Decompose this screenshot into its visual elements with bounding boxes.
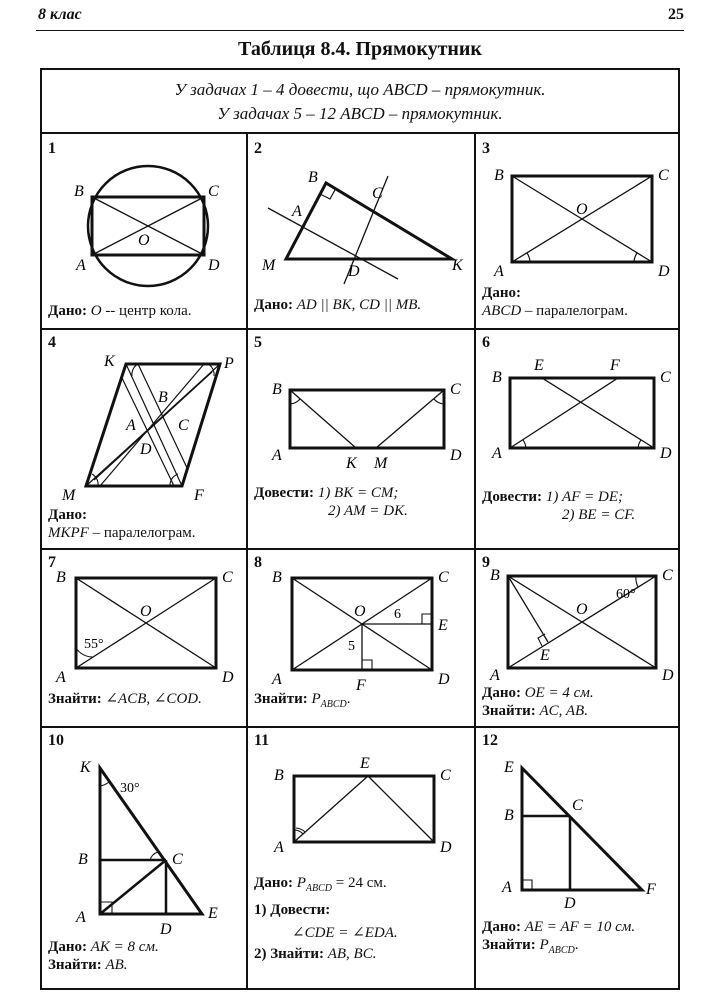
label-C: C xyxy=(662,567,673,584)
label-D: D xyxy=(348,263,360,280)
label-B: B xyxy=(494,167,504,184)
label-B: B xyxy=(272,381,282,398)
label-A: A xyxy=(76,909,86,926)
caption: Дано: MKPF – паралелограм. xyxy=(48,507,196,541)
label-D: D xyxy=(222,669,234,686)
label-A: A xyxy=(56,669,66,686)
label-E: E xyxy=(540,647,550,664)
rectangle xyxy=(510,378,654,448)
problem-number: 5 xyxy=(254,334,262,351)
caption: Довести: 1) AF = DE; 2) BE = CF. xyxy=(482,489,636,523)
label-K: K xyxy=(452,257,463,274)
label-C: C xyxy=(438,569,449,586)
problem-7 xyxy=(42,550,246,726)
label-D: D xyxy=(440,839,452,856)
label-E: E xyxy=(208,905,218,922)
caption: Дано: AE = AF = 10 см. Знайти: $P_{ABCD}$. xyxy=(482,919,636,956)
caption: Довести: 1) BK = CM; 2) AM = DK. xyxy=(254,485,408,519)
label-B: B xyxy=(74,183,84,200)
problem-number: 7 xyxy=(48,554,56,571)
label-E: E xyxy=(360,755,370,772)
problem-3 xyxy=(476,136,678,328)
rectangle xyxy=(294,776,434,842)
problem-number: 4 xyxy=(48,334,56,351)
label-D: D xyxy=(140,441,152,458)
label-A: A xyxy=(292,203,302,220)
caption: Дано: OE = 4 см. Знайти: AC, AB. xyxy=(482,685,594,719)
problem-number: 1 xyxy=(48,140,56,157)
label-B: B xyxy=(272,569,282,586)
label-O: O xyxy=(576,601,588,618)
label-D: D xyxy=(662,667,674,684)
problem-10 xyxy=(42,728,246,988)
label-K: K xyxy=(346,455,357,472)
page-number: 25 xyxy=(668,6,684,23)
label-A: A xyxy=(272,671,282,688)
label-F: F xyxy=(356,677,366,694)
label-M: M xyxy=(374,455,388,472)
label-F: F xyxy=(610,357,620,374)
grade-label: 8 клас xyxy=(38,6,82,23)
label-D: D xyxy=(660,445,672,462)
problem-number: 3 xyxy=(482,140,490,157)
label-D: D xyxy=(208,257,220,274)
label-K: K xyxy=(80,759,91,776)
label-B: B xyxy=(78,851,88,868)
caption: Дано: AD || BK, CD || MB. xyxy=(254,297,422,313)
angle-label: 60° xyxy=(616,587,636,602)
label-K: K xyxy=(104,353,115,370)
label-C: C xyxy=(172,851,183,868)
caption: Знайти: ∠ACB, ∠COD. xyxy=(48,691,202,707)
label-A: A xyxy=(272,447,282,464)
problem-11 xyxy=(248,728,474,988)
caption: Дано: ABCD – паралелограм. xyxy=(482,285,628,319)
label-E: E xyxy=(534,357,544,374)
problem-2 xyxy=(248,136,474,328)
label-B: B xyxy=(504,807,514,824)
label-B: B xyxy=(308,169,318,186)
label-A: A xyxy=(76,257,86,274)
caption: Дано: AK = 8 см. Знайти: AB. xyxy=(48,939,159,973)
problem-5 xyxy=(248,330,474,548)
problem-number: 10 xyxy=(48,732,64,749)
problem-6 xyxy=(476,330,678,548)
label-C: C xyxy=(178,417,189,434)
label-E: E xyxy=(504,759,514,776)
label-C: C xyxy=(208,183,219,200)
length-5: 5 xyxy=(348,639,355,654)
intro-line-2: У задачах 5 – 12 ABCD – прямокутник. xyxy=(217,104,503,123)
rectangle xyxy=(290,390,444,448)
label-A: A xyxy=(494,263,504,280)
label-D: D xyxy=(450,447,462,464)
label-M: M xyxy=(62,487,76,504)
label-F: F xyxy=(646,881,656,898)
label-C: C xyxy=(440,767,451,784)
label-E: E xyxy=(438,617,448,634)
problem-number: 6 xyxy=(482,334,490,351)
label-O: O xyxy=(576,201,588,218)
label-D: D xyxy=(658,263,670,280)
label-C: C xyxy=(222,569,233,586)
triangle xyxy=(100,768,202,914)
label-C: C xyxy=(450,381,461,398)
label-C: C xyxy=(658,167,669,184)
label-B: B xyxy=(490,567,500,584)
label-C: C xyxy=(372,185,383,202)
label-B: B xyxy=(56,569,66,586)
caption: Дано: $P_{ABCD} = 24$ см. 1) Довести: ∠CDE = ∠EDA. 2) Знайти: AB, BC. xyxy=(254,875,398,962)
problem-1 xyxy=(42,136,246,328)
label-O: O xyxy=(140,603,152,620)
label-O: O xyxy=(354,603,366,620)
problem-number: 2 xyxy=(254,140,262,157)
label-B: B xyxy=(274,767,284,784)
problem-number: 8 xyxy=(254,554,262,571)
label-D: D xyxy=(564,895,576,912)
label-A: A xyxy=(492,445,502,462)
problem-12 xyxy=(476,728,678,988)
caption: Дано: O -- центр кола. xyxy=(48,303,192,319)
intro-box xyxy=(42,70,678,134)
label-A: A xyxy=(274,839,284,856)
angle-label: 55° xyxy=(84,637,104,652)
problem-number: 12 xyxy=(482,732,498,749)
length-6: 6 xyxy=(394,607,401,622)
problem-4 xyxy=(42,330,246,548)
label-B: B xyxy=(492,369,502,386)
label-C: C xyxy=(660,369,671,386)
label-A: A xyxy=(126,417,136,434)
label-C: C xyxy=(572,797,583,814)
problem-8 xyxy=(248,550,474,726)
label-A: A xyxy=(490,667,500,684)
label-A: A xyxy=(502,879,512,896)
intro-line-1: У задачах 1 – 4 довести, що ABCD – прямокутник. xyxy=(174,80,546,99)
label-D: D xyxy=(438,671,450,688)
label-B: B xyxy=(158,389,168,406)
header-rule xyxy=(36,30,684,31)
label-D: D xyxy=(160,921,172,938)
problem-table xyxy=(40,68,680,990)
caption: Знайти: $P_{ABCD}$. xyxy=(254,691,351,710)
angle-label: 30° xyxy=(120,781,140,796)
problem-9 xyxy=(476,550,678,726)
label-O: O xyxy=(138,232,150,249)
page-title: Таблиця 8.4. Прямокутник xyxy=(238,38,482,60)
problem-number: 9 xyxy=(482,554,490,571)
problem-1-figure xyxy=(42,136,246,328)
problem-number: 11 xyxy=(254,732,270,749)
label-P: P xyxy=(224,355,234,372)
triangle xyxy=(522,768,642,890)
label-M: M xyxy=(262,257,276,274)
label-F: F xyxy=(194,487,204,504)
